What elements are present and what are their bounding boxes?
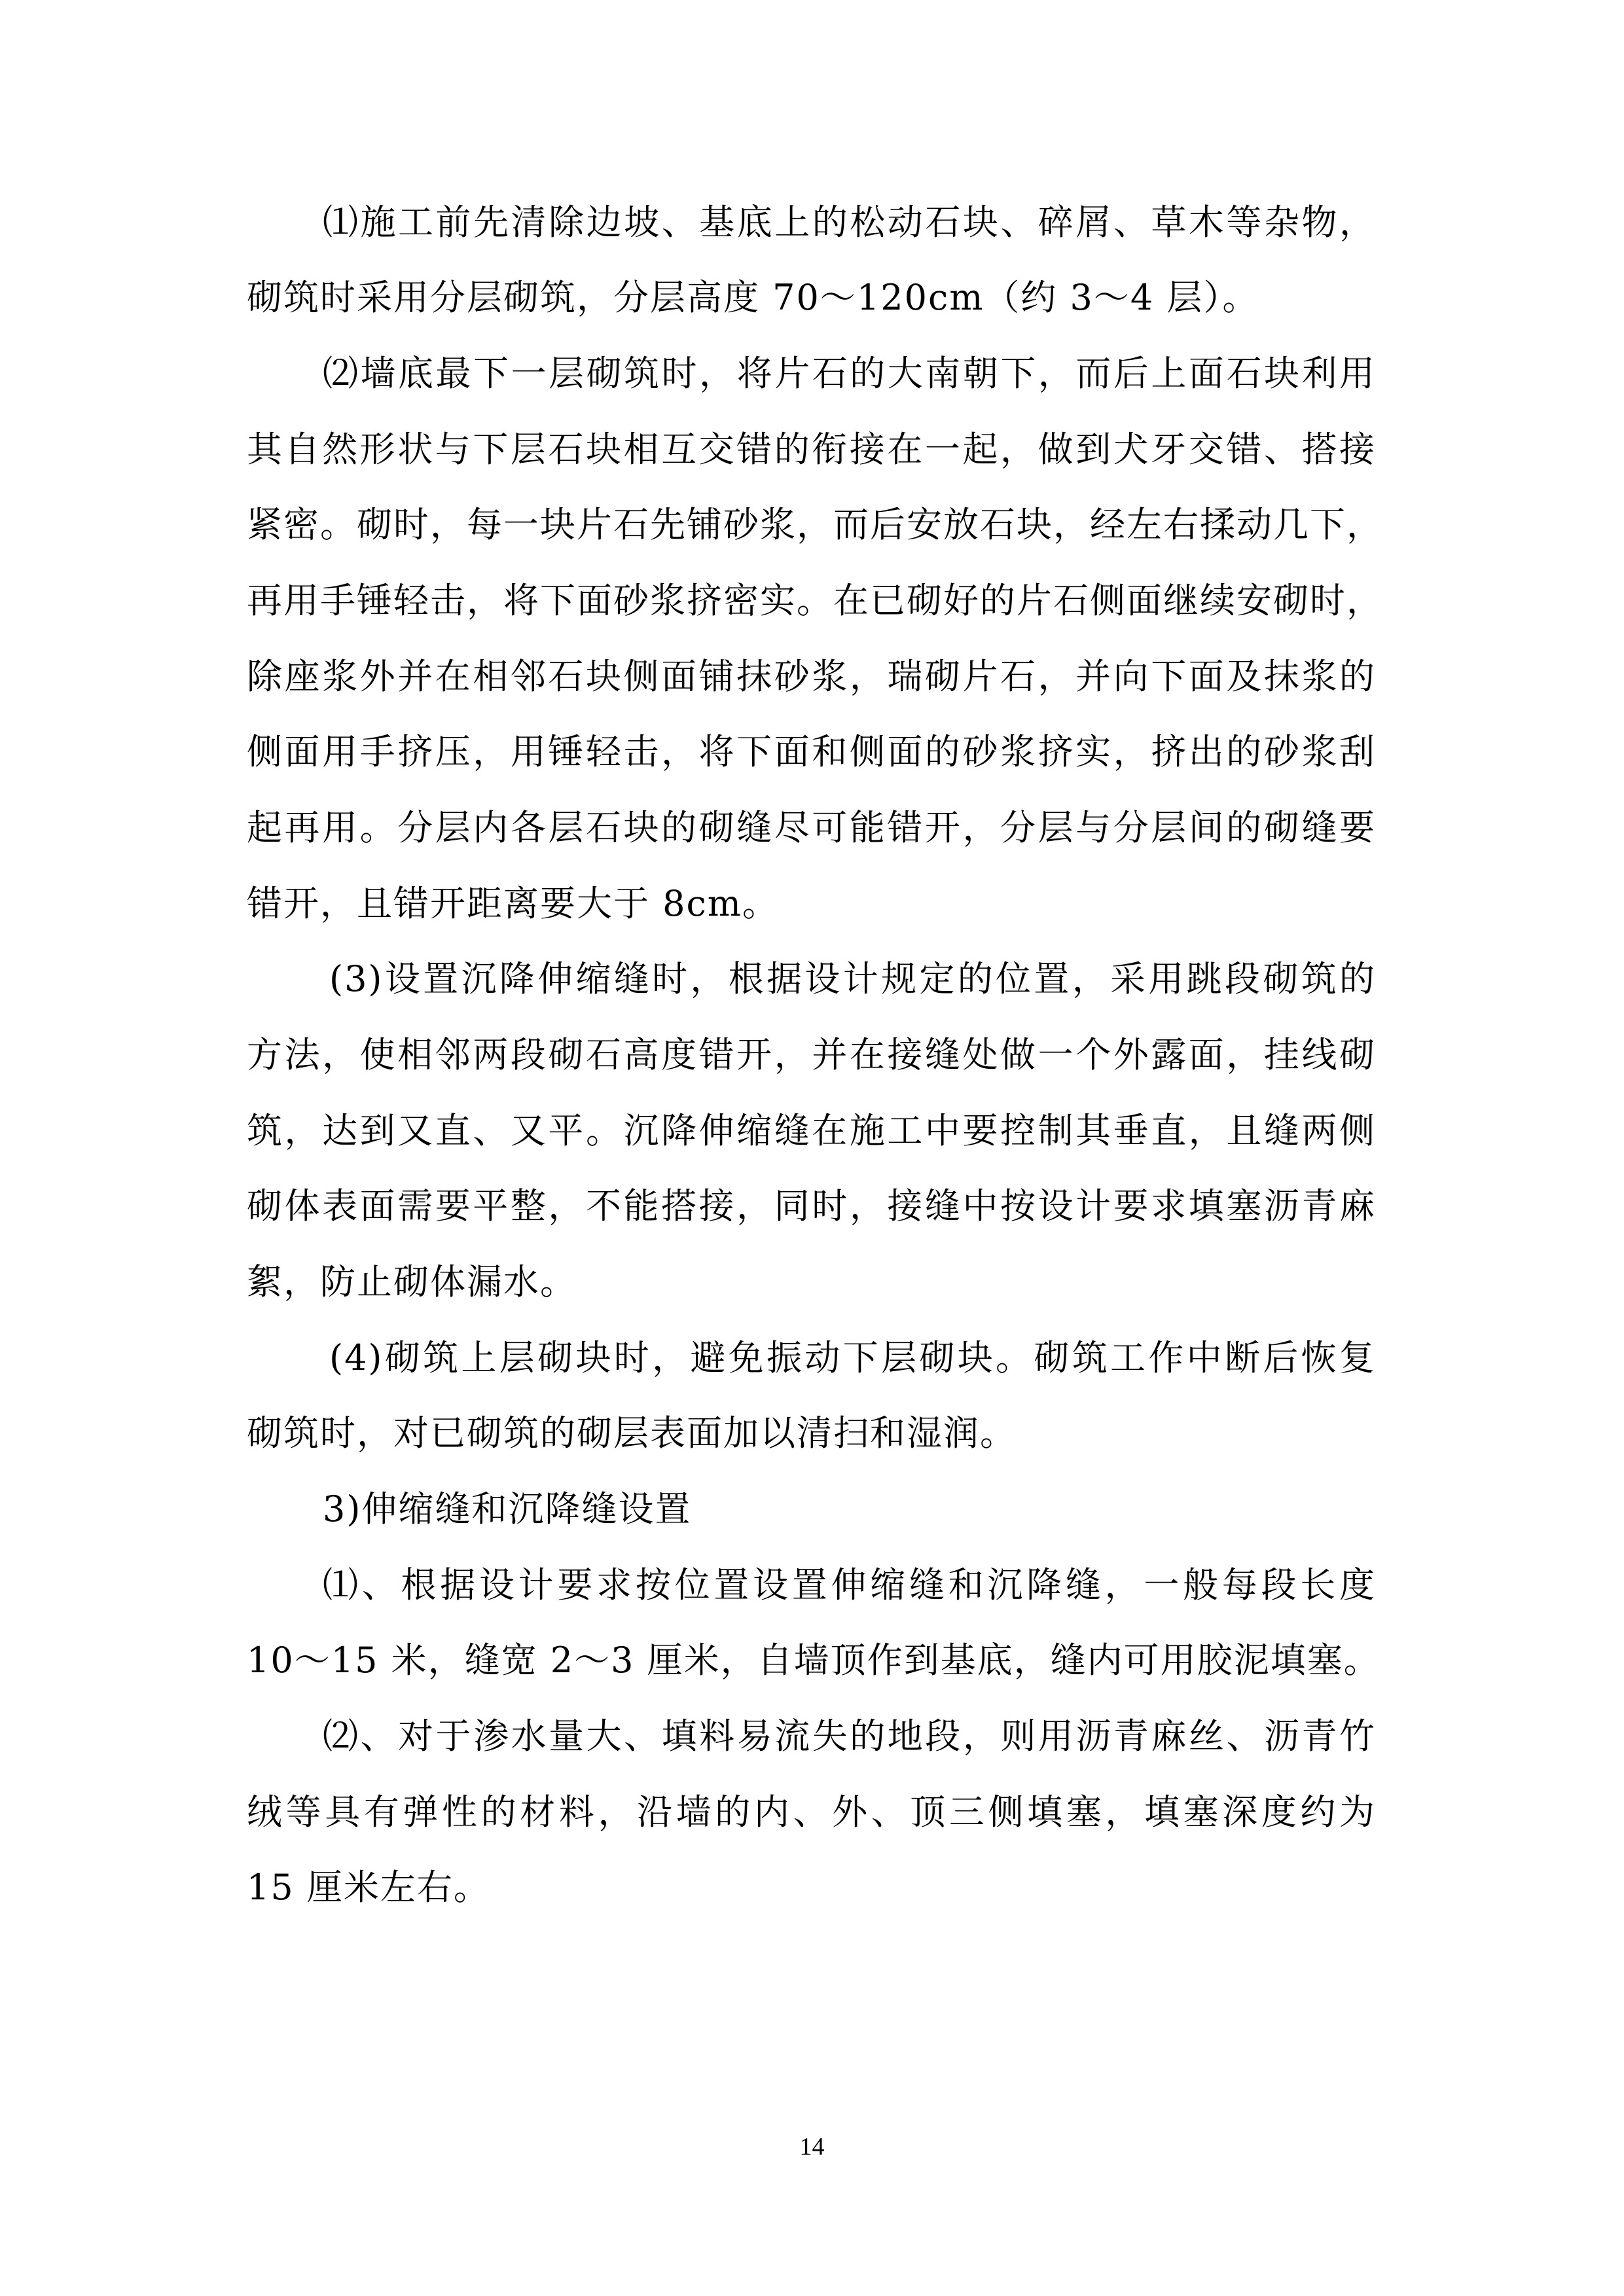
page-number: 14: [799, 2133, 825, 2161]
paragraph-4-line-2: 砌筑时，对已砌筑的砌层表面加以清扫和湿润。: [247, 1412, 1017, 1454]
paragraph-2-line-4: 再用手锤轻击，将下面砂浆挤密实。在已砌好的片石侧面继续安砌时，: [247, 580, 1383, 621]
paragraph-5-line-1: ⑴、根据设计要求按位置设置伸缩缝和沉降缝，一般每段长度: [323, 1564, 1376, 1605]
paragraph-6-line-2: 绒等具有弹性的材料，沿墙的内、外、顶三侧填塞，填塞深度约为: [247, 1791, 1376, 1833]
paragraph-2-line-5: 除座浆外并在相邻石块侧面铺抹砂浆，瑞砌片石，并向下面及抹浆的: [247, 656, 1376, 697]
paragraph-6-line-1: ⑵、对于渗水量大、填料易流失的地段，则用沥青麻丝、沥青竹: [323, 1715, 1376, 1757]
paragraph-1-line-2: 砌筑时采用分层砌筑，分层高度 70～120cm（约 3～4 层）。: [247, 277, 1259, 318]
paragraph-4-line-1: (4)砌筑上层砌块时，避免振动下层砌块。砌筑工作中断后恢复: [329, 1337, 1376, 1378]
paragraph-3-line-5: 絮，防止砌体漏水。: [247, 1261, 577, 1302]
paragraph-2-line-7: 起再用。分层内各层石块的砌缝尽可能错开，分层与分层间的砌缝要: [247, 807, 1376, 848]
paragraph-1-line-1: ⑴施工前先清除边坡、基底上的松动石块、碎屑、草木等杂物，: [323, 202, 1376, 243]
paragraph-2-line-1: ⑵墙底最下一层砌筑时，将片石的大南朝下，而后上面石块利用: [323, 353, 1376, 394]
paragraph-3-line-3: 筑，达到又直、又平。沉降伸缩缝在施工中要控制其垂直，且缝两侧: [247, 1110, 1376, 1151]
paragraph-6-line-3: 15 厘米左右。: [247, 1867, 490, 1908]
paragraph-3-line-1: (3)设置沉降伸缩缝时，根据设计规定的位置，采用跳段砌筑的: [329, 958, 1376, 999]
paragraph-3-line-4: 砌体表面需要平整，不能搭接，同时，接缝中按设计要求填塞沥青麻: [247, 1185, 1376, 1227]
paragraph-2-line-8: 错开，且错开距离要大于 8cm。: [247, 883, 779, 924]
paragraph-3-line-2: 方法，使相邻两段砌石高度错开，并在接缝处做一个外露面，挂线砌: [247, 1034, 1376, 1075]
paragraph-2-line-6: 侧面用手挤压，用锤轻击，将下面和侧面的砂浆挤实，挤出的砂浆刮: [247, 731, 1376, 772]
section-heading: 3)伸缩缝和沉降缝设置: [323, 1488, 692, 1530]
paragraph-2-line-2: 其自然形状与下层石块相互交错的衔接在一起，做到犬牙交错、搭接: [247, 429, 1376, 470]
paragraph-5-line-2: 10～15 米，缝宽 2～3 厘米，自墙顶作到基底，缝内可用胶泥填塞。: [247, 1640, 1380, 1681]
paragraph-2-line-3: 紧密。砌时，每一块片石先铺砂浆，而后安放石块，经左右揉动几下，: [247, 504, 1383, 545]
